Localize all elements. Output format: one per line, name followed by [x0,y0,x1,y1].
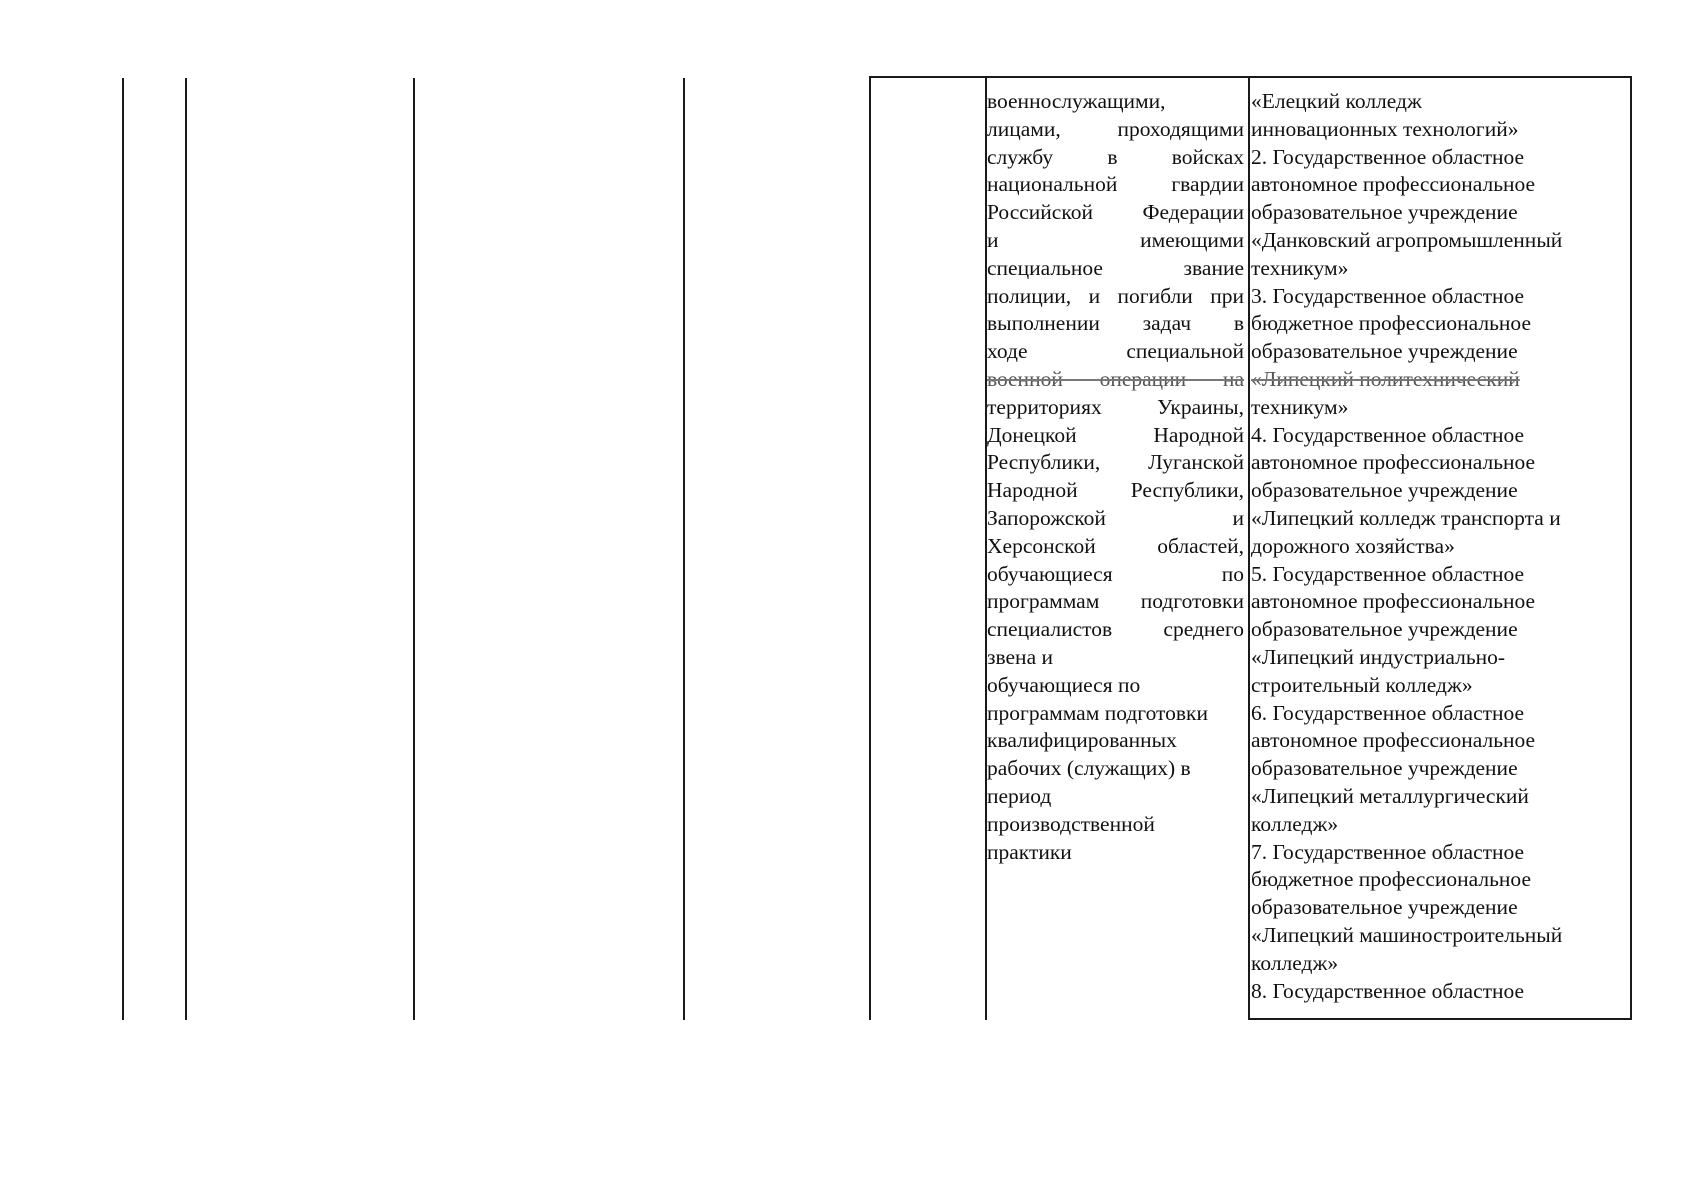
text-line: «Липецкий политехнический [1251,366,1520,391]
text-line: территориях Украины, [987,394,1244,419]
column-divider-1 [185,78,187,1020]
institutions-list-cell [1251,88,1621,1005]
text-line: «Липецкий металлургический [1251,783,1529,808]
table-border-right [1630,76,1632,1020]
text-line: 8. Государственное областное [1251,978,1525,1003]
text-line: «Липецкий индустриально- [1251,644,1506,669]
text-line: Запорожской и [987,505,1244,530]
text-line: специалистов среднего [987,617,1244,642]
text-line: 6. Государственное областное [1251,700,1525,725]
text-line: образовательное учреждение [1251,200,1518,225]
text-line: военной операции на [987,366,1244,391]
cell-bottom-border [1248,1018,1632,1020]
text-line: автономное профессиональное [1251,728,1536,753]
text-line: полиции, и погибли при [987,283,1244,308]
text-line: специальное звание [987,255,1244,280]
text-line: выполнении задач в [987,311,1244,336]
text-line: производственной [987,811,1155,836]
text-line: автономное профессиональное [1251,172,1536,197]
text-line: 2. Государственное областное [1251,144,1525,169]
text-line: образовательное учреждение [1251,617,1518,642]
text-line: автономное профессиональное [1251,450,1536,475]
text-line: техникум» [1251,394,1349,419]
text-line: обучающиеся по [987,561,1244,586]
column-divider-6 [1248,76,1250,1020]
text-line: колледж» [1251,811,1339,836]
text-line: военнослужащими, [987,89,1166,113]
text-line: Донецкой Народной [987,422,1244,447]
text-line: Херсонской областей, [987,533,1244,558]
text-line: программам подготовки [987,589,1244,614]
text-line: и имеющими [987,227,1244,252]
column-divider-2 [413,78,415,1020]
text-line: квалифицированных [987,728,1177,753]
text-line: «Данковский агропромышленный [1251,227,1563,252]
text-line: период [987,783,1052,808]
text-line: Российской Федерации [987,200,1244,225]
text-line: 3. Государственное областное [1251,283,1525,308]
text-line: Народной Республики, [987,478,1244,503]
text-line: 7. Государственное областное [1251,839,1525,864]
text-line: бюджетное профессиональное [1251,311,1531,336]
text-line: программам подготовки [987,700,1208,725]
text-line: практики [987,839,1072,864]
text-line: бюджетное профессиональное [1251,867,1531,892]
text-line: 4. Государственное областное [1251,422,1525,447]
text-line: лицами, проходящими [987,116,1244,141]
text-line: дорожного хозяйства» [1251,533,1455,558]
text-line: автономное профессиональное [1251,589,1536,614]
text-line: техникум» [1251,255,1349,280]
text-line: «Елецкий колледж [1251,89,1422,113]
category-description-cell [987,88,1244,866]
text-line: обучающиеся по [987,672,1141,697]
text-line: Республики, Луганской [987,450,1244,475]
text-line: образовательное учреждение [1251,478,1518,503]
text-line: строительный колледж» [1251,672,1473,697]
text-line: образовательное учреждение [1251,756,1518,781]
table-border-left [122,78,124,1020]
text-line: службу в войсках [987,144,1244,169]
text-line: национальной гвардии [987,172,1244,197]
text-line: «Липецкий колледж транспорта и [1251,505,1561,530]
text-line: образовательное учреждение [1251,895,1518,920]
text-line: 5. Государственное областное [1251,561,1525,586]
text-line: колледж» [1251,950,1339,975]
text-line: звена и [987,644,1053,669]
text-line: рабочих (служащих) в [987,756,1191,781]
text-line: образовательное учреждение [1251,339,1518,364]
column-divider-3 [683,78,685,1020]
text-line: ходе специальной [987,339,1244,364]
column-divider-4 [869,76,871,1020]
text-line: инновационных технологий» [1251,116,1519,141]
table-border-top [869,76,1632,78]
text-line: «Липецкий машиностроительный [1251,922,1563,947]
